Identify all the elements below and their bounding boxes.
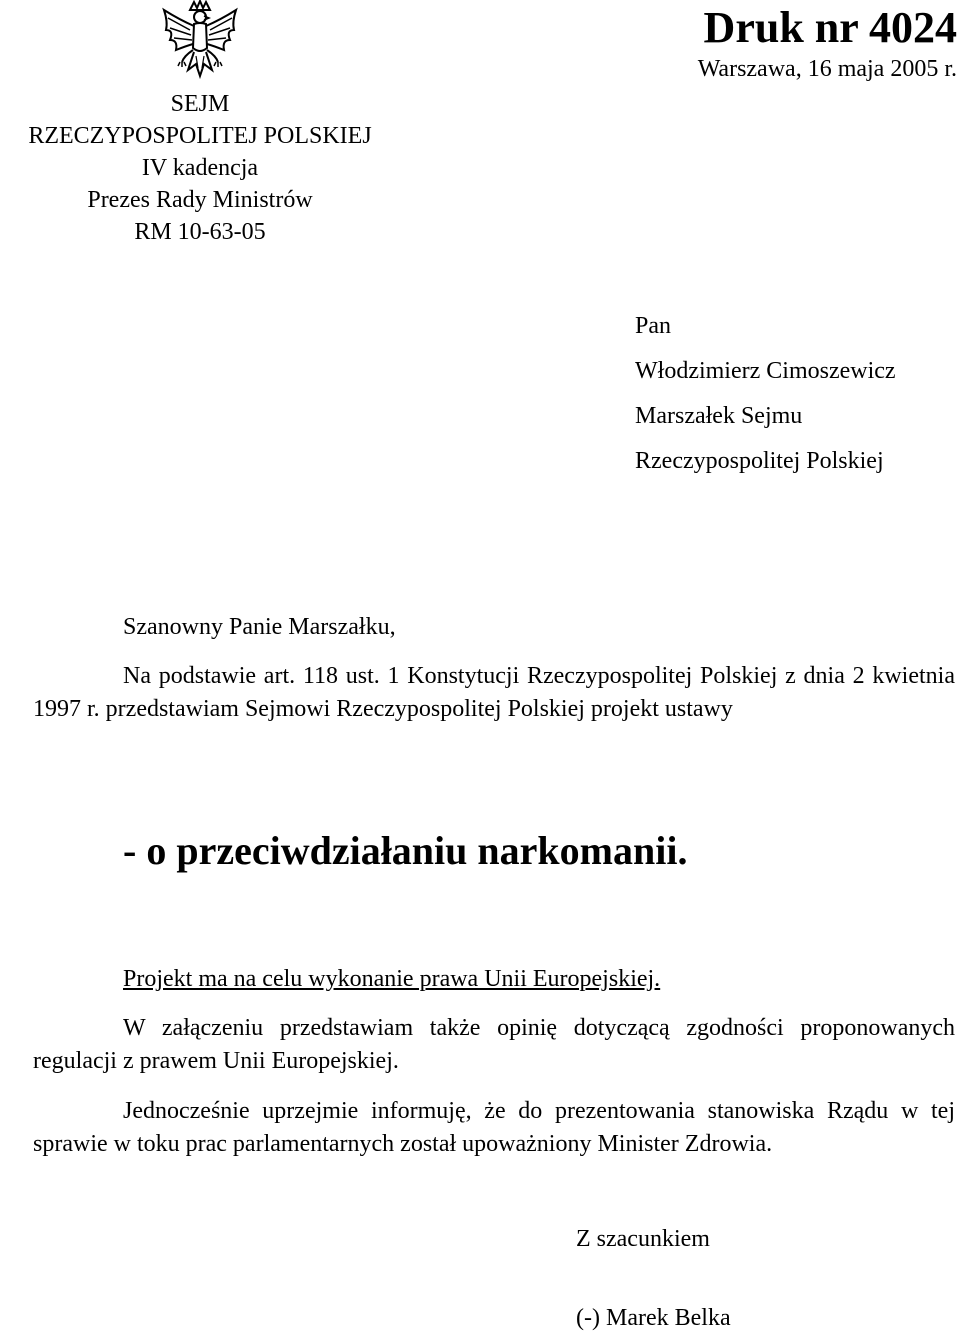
body-paragraph [33,1012,955,1078]
sejm-line: RZECZYPOSPOLITEJ POLSKIEJ [28,123,372,149]
body-paragraph [33,660,955,726]
signature: (-) Marek Belka [576,1305,731,1331]
sejm-line: SEJM [170,91,230,117]
body-paragraph [33,1095,955,1161]
recipient-line: Rzeczypospolitej Polskiej [635,448,884,474]
polish-eagle-emblem-icon [160,0,240,82]
recipient-block [635,304,896,484]
reference-number: RM 10-63-05 [134,219,266,245]
paragraph-text: Na podstawie art. 118 ust. 1 Konstytucji Rzeczypospolitej Polskiej z dnia 2 kwietnia 1997 r. przedstawiam Sejmowi Rzeczypospolitej Polskiej projekt ustawy [33,663,955,722]
place-date: Warszawa, 16 maja 2005 r. [697,56,957,82]
sejm-line: Prezes Rady Ministrów [87,187,313,213]
recipient-line: Pan [635,313,671,339]
closing-phrase: Z szacunkiem [576,1226,710,1252]
paragraph-text: W załączeniu przedstawiam także opinię dotyczącą zgodności proponowanych regulacji z prawem Unii Europejskiej. [33,1015,955,1074]
paragraph-text: Jednocześnie uprzejmie informuję, że do prezentowania stanowiska Rządu w tej sprawie w toku prac parlamentarnych został upoważniony Minister Zdrowia. [33,1098,955,1157]
recipient-line: Włodzimierz Cimoszewicz [635,358,896,384]
sender-block [0,88,400,248]
sejm-line: IV kadencja [141,155,259,181]
salutation: Szanowny Panie Marszałku, [123,614,396,640]
bill-title: - o przeciwdziałaniu narkomanii. [123,828,688,873]
recipient-line: Marszałek Sejmu [635,403,803,429]
eu-note: Projekt ma na celu wykonanie prawa Unii Europejskiej. [123,966,661,992]
document-number: Druk nr 4024 [703,3,957,52]
